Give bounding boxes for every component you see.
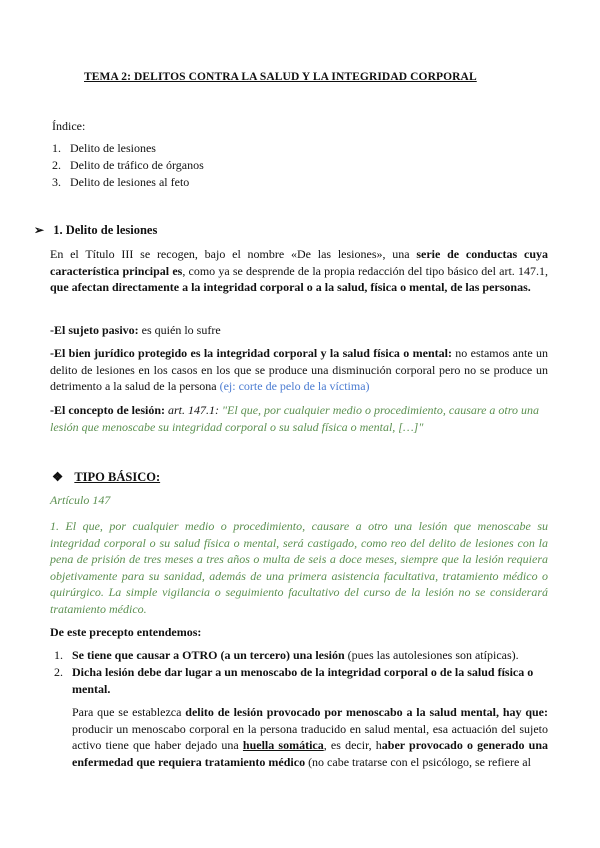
article-label: Artículo 147: [50, 493, 111, 507]
index-item-label: Delito de lesiones al feto: [70, 175, 190, 189]
list-item: 1. Delito de lesiones: [52, 141, 156, 155]
page-title: TEMA 2: DELITOS CONTRA LA SALUD Y LA INTEGRIDAD CORPORAL: [84, 71, 477, 83]
section-heading-text: 1. Delito de lesiones: [53, 223, 158, 237]
article-text: 1. El que, por cualquier medio o procedimiento, causare a otro una lesión que menoscabe su integridad corporal o su salud física o mental, será castigado, como reo del delito de lesiones con la pena de prisión de tres meses a tres años o multa de seis a doce meses, siempre que la lesión requiera objetivamente para su sanidad, además de una primera asistencia facultativa, tratamiento médico o quirúrgico. La simple vigilancia o seguimiento facultativo del curso de la lesión no se considerará tratamiento médico.: [50, 519, 548, 616]
index-item-label: Delito de tráfico de órganos: [70, 158, 204, 172]
diamond-bullet-icon: ❖: [52, 470, 64, 484]
sujeto-pasivo: -El sujeto pasivo: es quién lo sufre: [50, 323, 221, 337]
index-heading: Índice:: [52, 119, 86, 133]
subsection-heading: ❖ TIPO BÁSICO:: [52, 470, 161, 484]
list-item: 1. Se tiene que causar a OTRO (a un tercero) una lesión (pues las autolesiones son atípicas).: [54, 648, 519, 662]
example-note: (ej: corte de pelo de la víctima): [219, 379, 370, 393]
precepto-heading: De este precepto entendemos:: [50, 625, 202, 639]
list-item: 3. Delito de lesiones al feto: [52, 175, 190, 189]
list-item: 2. Dicha lesión debe dar lugar a un menoscabo de la integridad corporal o de la salud física o mental.: [54, 665, 534, 696]
intro-paragraph: En el Título III se recogen, bajo el nombre «De las lesiones», una serie de conductas cuya característica principal es, como ya se desprende de la propia redacción del tipo básico del art. 147.1, que afectan directamente a la integridad corporal o a la salud, física o mental, de las personas.: [50, 247, 548, 294]
index-item-label: Delito de lesiones: [70, 141, 156, 155]
concepto-lesion: -El concepto de lesión: art. 147.1: "El que, por cualquier medio o procedimiento, causare a otro una lesión que menoscabe su integridad corporal o su salud física o mental, […]": [50, 403, 539, 434]
mental-health-paragraph: Para que se establezca delito de lesión provocado por menoscabo a la salud mental, hay que: producir un menoscabo corporal en la persona traducido en salud mental, esa actuación del sujeto activo tiene que haber dejado una huella somática, es decir, haber provocado o generado una enfermedad que requiera tratamiento médico (no cabe tratarse con el psicólogo, se refiere al: [72, 705, 548, 769]
bien-juridico: -El bien jurídico protegido es la integridad corporal y la salud física o mental: no estamos ante un delito de lesiones en los casos en los que se produce una disminución corporal pero no se produce un detrimento a la salud de la persona (ej: corte de pelo de la víctima): [50, 346, 548, 393]
list-item: 2. Delito de tráfico de órganos: [52, 158, 204, 172]
index-list: [52, 140, 204, 191]
section-heading: [34, 222, 157, 239]
arrow-bullet-icon: ➢: [34, 223, 45, 237]
